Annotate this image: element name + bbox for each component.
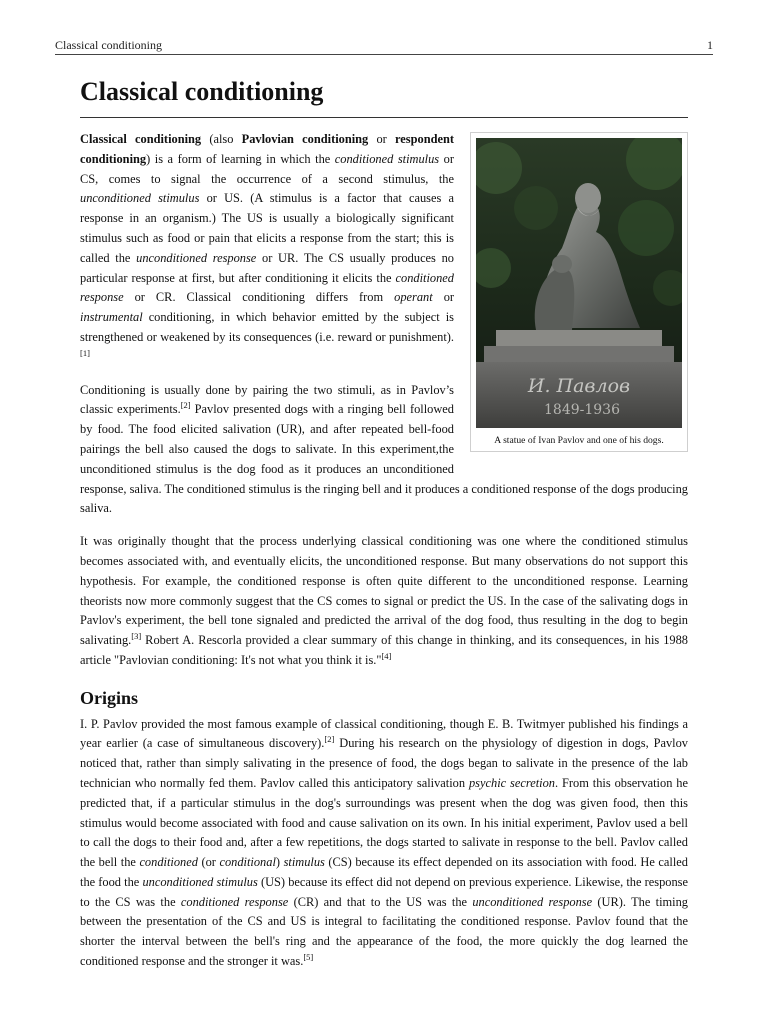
page-number: 1 <box>707 38 713 52</box>
running-header <box>55 38 713 55</box>
running-header-title: Classical conditioning <box>55 38 162 52</box>
article-title: Classical conditioning <box>80 77 324 106</box>
origins-paragraph: I. P. Pavlov provided the most famous example of classical conditioning, though E. B. Twitmyer published his findings a year earlier (a case of simultaneous discovery).[2] During his research on the physiology of digestion in dogs, Pavlov noticed that, rather than simply salivating in the presence of food, the dogs began to salivate in the presence of the lab technician who normally fed them. Pavlov called this anticipatory salivation psychic secretion. From this observation he predicted that, if a particular stimulus in the dog's surroundings was present when the dog was given food, then this stimulus would become associated with food and cause salivation on its own. In his initial experiment, Pavlov used a bell to call the dogs to their food and, after a few repetitions, the dogs started to salivate in response to the bell. Pavlov called the bell the conditioned (or conditional) stimulus (CS) because its effect depended on its association with food. He called the food the unconditioned stimulus (US) because its effect did not depend on previous experience. Likewise, the response to the CS was the conditioned response (CR) and that to the US was the unconditioned response (UR). The timing between the presentation of the CS and US is integral to facilitating the conditioned response. Pavlov found that the shorter the interval between the bell's ring and the appearance of the food, the more quickly the dog learned the conditioned response and the stronger it was.[5] <box>80 716 689 969</box>
pavlov-statue-photo <box>476 138 682 428</box>
citation-ref[interactable]: [2] <box>180 400 191 411</box>
statue-inscription-years: 1849-1936 <box>544 402 620 418</box>
citation-ref[interactable]: [2] <box>324 734 335 745</box>
figure-caption: A statue of Ivan Pavlov and one of his dogs. <box>494 435 664 446</box>
pavlov-statue-figure <box>470 132 688 452</box>
term-classical-conditioning: Classical conditioning <box>80 132 202 146</box>
statue-inscription-name: И. Павлов <box>527 375 631 397</box>
citation-ref[interactable]: [3] <box>131 631 142 641</box>
term-respondent-conditioning: respondent conditioning <box>80 132 454 166</box>
section-heading-origins: Origins <box>80 687 139 708</box>
citation-ref[interactable]: [5] <box>303 951 314 962</box>
intro-paragraph: Classical conditioning (also Pavlovian conditioning or respondent conditioning) is a form of learning in which the conditioned stimulus or CS, comes to signal the occurrence of a second stimulus, the unconditioned stimulus or US. (A stimulus is a factor that causes a response in an organism.) The US is usually a biologically significant stimulus such as food or pain that elicits a response from the start; this is called the unconditioned response or UR. The CS usually produces no particular response at first, but after conditioning it elicits the conditioned response or CR. Classical conditioning differs from operant or instrumental conditioning, in which behavior emitted by the subject is strengthened or weakened by its consequences (i.e. reward or punishment).[1] <box>80 132 455 358</box>
term-pavlovian-conditioning: Pavlovian conditioning <box>241 132 369 146</box>
citation-ref[interactable]: [1] <box>80 347 90 358</box>
title-divider <box>80 117 688 118</box>
hypothesis-paragraph: It was originally thought that the process underlying classical conditioning was one where the conditioned stimulus becomes associated with, and eventually elicits, the unconditioned response. But many observations do not support this hypothesis. For example, the conditioned response is often quite different to the unconditioned response. Learning theorists now more commonly suggest that the CS comes to signal or predict the US. In the case of the salivating dogs in Pavlov's experiment, the bell tone signaled and predicted the arrival of the dog food, thus resulting in the dog to begin salivating.[3] Robert A. Rescorla provided a clear summary of this change in thinking, and its consequences, in his 1988 article "Pavlovian conditioning: It's not what you think it is."[4] <box>80 534 688 667</box>
conditioning-paragraph: Conditioning is usually done by pairing the two stimuli, as in Pavlov’s classic experiments.[2] Pavlov presented dogs with a ringing bell followed by food. The food elicited salivation (UR), and after repeated bell-food pairings the bell also caused the dogs to salivate. In this experiment,the unconditioned stimulus is the dog food as it produces an unconditioned response, saliva. The conditioned stimulus is the ringing bell and it produces a conditioned response of the dogs producing saliva. <box>80 382 688 516</box>
citation-ref[interactable]: [4] <box>381 650 392 661</box>
article-body <box>80 130 688 985</box>
